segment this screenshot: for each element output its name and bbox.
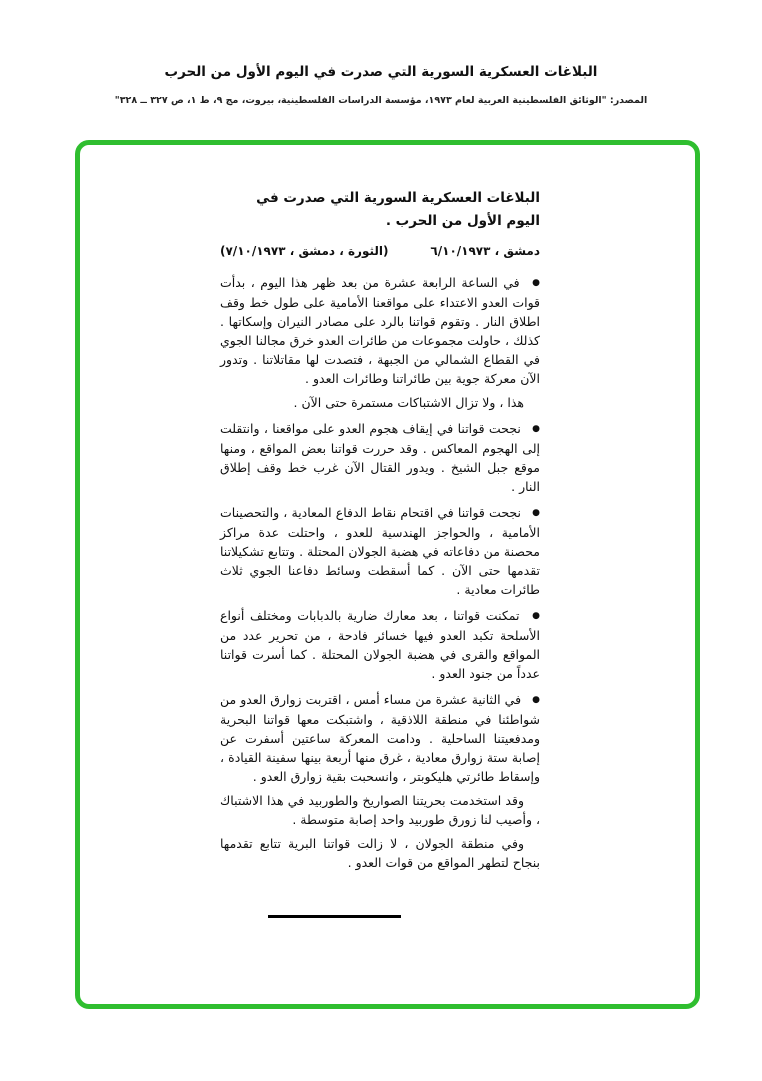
dateline (220, 242, 540, 261)
page-header (0, 64, 762, 106)
communique-paragraph (220, 834, 540, 872)
document-title: البلاغات العسكرية السورية التي صدرت في اليوم الأول من الحرب . (256, 190, 540, 229)
communique-paragraph (220, 393, 540, 412)
dateline-publication: (الثورة ، دمشق ، ٧/١٠/١٩٧٣) (220, 244, 389, 258)
paragraph-text: هذا ، ولا تزال الاشتباكات مستمرة حتى الآن . (293, 395, 524, 410)
paragraph-text: وقد استخدمت بحريتنا الصواريخ والطوربيد في هذا الاشتباك ، وأصيب لنا زورق طوربيد واحد إصابة متوسطة . (220, 793, 540, 827)
bullet-icon: ● (532, 278, 541, 288)
paragraph-text: نجحت قواتنا في إيقاف هجوم العدو على مواقعنا ، وانتقلت إلى الهجوم المعاكس . وقد حررت قواتنا بعض المواقع ، ومنها موقع جبل الشيخ . ويدور القتال الآن غرب خط وقف إطلاق النار . (220, 421, 540, 494)
bullet-icon: ● (532, 508, 540, 518)
document-frame (75, 140, 700, 1009)
bullet-icon: ● (532, 424, 541, 434)
paragraph-text: وفي منطقة الجولان ، لا زالت قواتنا البرية تتابع تقدمها بنجاح لتطهر المواقع من قوات العدو . (220, 836, 540, 870)
source-citation: المصدر: "الوثائق الفلسطينية العربية لعام ١٩٧٣، مؤسسة الدراسات الفلسطينية، بيروت، مج ٩، ط ١، ص ٣٢٧ ــ ٣٢٨" (114, 95, 648, 106)
dateline-place-date: دمشق ، ٦/١٠/١٩٧٣ (430, 244, 540, 258)
paragraph-text: نجحت قواتنا في اقتحام نقاط الدفاع المعادية ، والتحصينات الأمامية ، والحواجز الهندسية للعدو ، واحتلت عدة مراكز محصنة من دفاعاته في هضبة الجولان المحتلة . وتتابع تشكيلاتنا تقدمها حتى الآن . كما أسقطت وسائط دفاعنا الجوي ثلاث طائرات معادية . (220, 505, 540, 597)
communique-paragraph (220, 791, 540, 829)
bullet-icon: ● (532, 695, 540, 705)
communique-paragraph (220, 503, 540, 599)
paragraph-text: تمكنت قواتنا ، بعد معارك ضارية بالدبابات ومختلف أنواع الأسلحة تكبد العدو فيها خسائر فادحة ، من تحرير عدد من المواقع والقرى في هضبة الجولان المحتلة . كما أسرت قواتنا عدداً من جنود العدو . (220, 608, 540, 681)
communique-paragraph (220, 690, 540, 786)
bottom-rule (268, 915, 401, 918)
communique-paragraph (220, 273, 540, 388)
bullet-icon: ● (532, 611, 540, 621)
communique-paragraph (220, 419, 540, 496)
paragraph-text: في الثانية عشرة من مساء أمس ، اقتربت زوارق العدو من شواطئنا في منطقة اللاذقية ، واشتبكت معها قواتنا البحرية ومدفعيتنا الساحلية . ودامت المعركة ساعتين أسفرت عن إصابة ستة زوارق معادية ، غرق منها أربعة بينها سفينة القيادة ، وإسقاط طائرتي هليكوبتر ، وانسحبت بقية زوارق العدو . (220, 692, 540, 784)
document-body (220, 187, 540, 879)
communique-paragraph (220, 606, 540, 683)
page-title: البلاغات العسكرية السورية التي صدرت في اليوم الأول من الحرب (164, 64, 598, 80)
paragraph-text: في الساعة الرابعة عشرة من بعد ظهر هذا اليوم ، بدأت قوات العدو الاعتداء على مواقعنا الأمامية على طول خط وقف اطلاق النار . وتقوم قواتنا بالرد على مصادر النيران وإسكاتها . كذلك ، حاولت مجموعات من طائرات العدو خرق مجالنا الجوي في القطاع الشمالي من الجبهة ، فتصدت لها مقاتلاتنا . وتدور الآن معركة جوية بين طائراتنا وطائرات العدو . (220, 275, 540, 386)
